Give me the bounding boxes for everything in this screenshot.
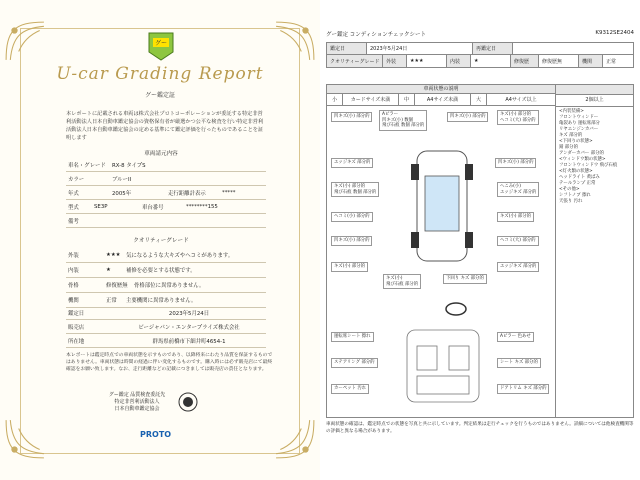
interior-label: カーペット 汚れ — [331, 384, 369, 394]
interior-label: ステアリング 部分的 — [331, 358, 378, 368]
damage-label: ヘコミ(大) 部分的 — [497, 236, 539, 246]
ornament-corner-icon — [274, 418, 316, 460]
certificate-subtitle: グー鑑定証 — [144, 92, 175, 99]
table-row: クオリティーグレード 外装 ★★★ 内装 ★ 修復歴 修復歴無 機関 正常 — [327, 55, 633, 67]
proto-logo: PROTO — [140, 430, 172, 439]
mileage-label: 走行距離計表示 — [168, 190, 206, 197]
quality-title: クオリティーグレード — [133, 238, 189, 244]
dealer-table — [66, 306, 266, 348]
table-row: 骨格 修復歴無 骨格部位に異常ありません。 — [66, 278, 266, 293]
size-legend: 小 カードサイズ未満 中 A4サイズ未満 大 A4サイズ以上 — [326, 94, 556, 106]
model-label: 型式 — [68, 204, 79, 211]
table-row: 所在地 群馬県前橋市下細井町4654-1 — [66, 334, 266, 348]
equipment-subtitle: 2個以上 — [556, 95, 633, 107]
grade-value: RX-8 タイプS — [112, 162, 146, 169]
damage-label: 凹キズ(小) 部分的 — [331, 112, 372, 122]
interior-label: Aピラー 色あせ — [497, 332, 534, 342]
damage-label: へこみ(小) エッジキズ 部分的 — [497, 182, 539, 197]
damage-label: エッジキズ 部分的 — [331, 158, 373, 168]
condition-sheet — [320, 0, 640, 480]
grades-table — [66, 248, 266, 308]
panel-title: 車両状態の説明 — [326, 84, 556, 94]
ornament-corner-icon — [274, 20, 316, 62]
table-row: 外装 ★★★ 気になるような大キズやヘコミがあります。 — [66, 248, 266, 263]
damage-label: キズ(小) 部分的 — [331, 262, 368, 272]
sheet-header: グー鑑定 コンディションチェックシート — [326, 32, 427, 38]
car-top-view-icon — [397, 146, 487, 266]
table-row: 機関 正常 主要機関に異常ありません。 — [66, 293, 266, 308]
header-table — [326, 42, 634, 68]
table-row: 内装 ★ 補修を必要とする状態です。 — [66, 263, 266, 278]
certificate-intro: 本レポートに記載される車両は株式会社プロトコーポレーションが委託する特定非営利活動法人日本自動車鑑定協会の資格保有者が厳選かつ公平な検査を行い特定非営利活動法人日本自動車鑑定協会の定める基準にて鑑定評価を行ったものであることを証明します — [66, 111, 264, 141]
damage-label: Aピラー 凹キズ(小) 数個 飛び石痕 数個 部分的 — [379, 110, 427, 131]
jaaa-seal-icon — [178, 392, 198, 412]
damage-label: 凹キズ(小) 部分的 — [495, 158, 536, 168]
table-row — [66, 214, 266, 228]
section-title: 車両請元内容 — [144, 151, 178, 157]
year-label: 年式 — [68, 190, 79, 197]
table-row: 鑑定日 2023年5月24日 — [66, 306, 266, 320]
vehicle-table — [66, 158, 266, 228]
interior-label: 運転席シート 擦れ — [331, 332, 374, 342]
ornament-corner-icon — [4, 418, 46, 460]
issuer: グー鑑定 品質検査委託先 特定非営利活動法人 日本自動車鑑定協会 — [108, 392, 166, 412]
sheet-footnote: 車両状態の確認は、鑑定時点での状態を写真と共に示しています。判定結果は走行チェックを行うものではありません。詳細については他検査機関等の評価と異なる場合があります。 — [326, 422, 634, 434]
steering-wheel-icon — [445, 302, 467, 316]
chassis-value: ********155 — [186, 203, 218, 210]
damage-label: 凹キズ(小) 部分的 — [447, 112, 488, 122]
table-row — [66, 200, 266, 214]
damage-label: 凹キズ(小) 部分的 — [331, 236, 372, 246]
mileage-value: ***** — [222, 189, 236, 196]
certificate-title: U-car Grading Report — [56, 64, 264, 84]
sheet-id: K9312SE2404 — [595, 30, 634, 36]
table-row — [66, 172, 266, 186]
remarks-label: 備考 — [68, 218, 79, 225]
year-value: 2005年 — [112, 190, 132, 197]
ornament-corner-icon — [4, 20, 46, 62]
color-label: カラー — [68, 176, 85, 183]
damage-label: キズ(小) 部分的 ヘコミ(大) 部分的 — [497, 110, 539, 125]
grade-label: 車名・グレード — [68, 162, 106, 169]
goo-kantei-logo-icon — [146, 30, 176, 62]
car-diagram — [326, 106, 556, 418]
model-value: SE3P — [94, 203, 108, 210]
chassis-label: 車台番号 — [142, 204, 164, 211]
table-row: 販売店 ビージャパン・エンタープライズ株式会社 — [66, 320, 266, 334]
interior-label: シート キズ 部分的 — [497, 358, 541, 368]
certificate-note: 本レポートは鑑定時点での車両状態を示すものであり、以降将来にわたり品質を保証するものではありません。車両状態は時間の経過に伴い変化するものです。購入時には必ず販売店にて最終確認をお願い致します。なお、走行距離などの記載につきましては販売店の責任となります。 — [66, 353, 273, 372]
table-row: 鑑定日 2023年5月24日 再鑑定日 — [327, 43, 633, 55]
damage-label: キズ(小) 部分的 飛び石痕 数個 部分的 — [331, 182, 379, 197]
car-interior-view-icon — [401, 326, 485, 406]
damage-label: 下回り キズ 部分的 — [443, 274, 487, 284]
color-value: ブルーII — [112, 176, 132, 183]
damage-label: キズ(小) 部分的 — [497, 212, 534, 222]
table-row — [66, 186, 266, 200]
damage-label: エッジキズ 部分的 — [497, 262, 539, 272]
svg-text:グー: グー — [154, 40, 168, 47]
table-row — [66, 158, 266, 172]
equipment-panel — [556, 84, 634, 418]
damage-label: ヘコミ(小) 部分的 — [331, 212, 373, 222]
damage-label: キズ(小) 飛び石痕 部分的 — [383, 274, 421, 289]
interior-label: ドアトリム キズ 部分的 — [497, 384, 549, 394]
equipment-notes: <内装装備> フロントウィンドー 亀裂あり 運転席部分 リヤエンジンカバー キズ 部分的 <下回りの状態> 錆 部分的 アンダーカバー 部分的 <ウィンドウ類の状態> フロントウィンドウ 飛び石痕 <灯火類の状態> ヘッドライト 黄ばみ テールランプ 正常 <その他> シフトノブ 擦れ 天張り 汚れ — [559, 109, 618, 204]
